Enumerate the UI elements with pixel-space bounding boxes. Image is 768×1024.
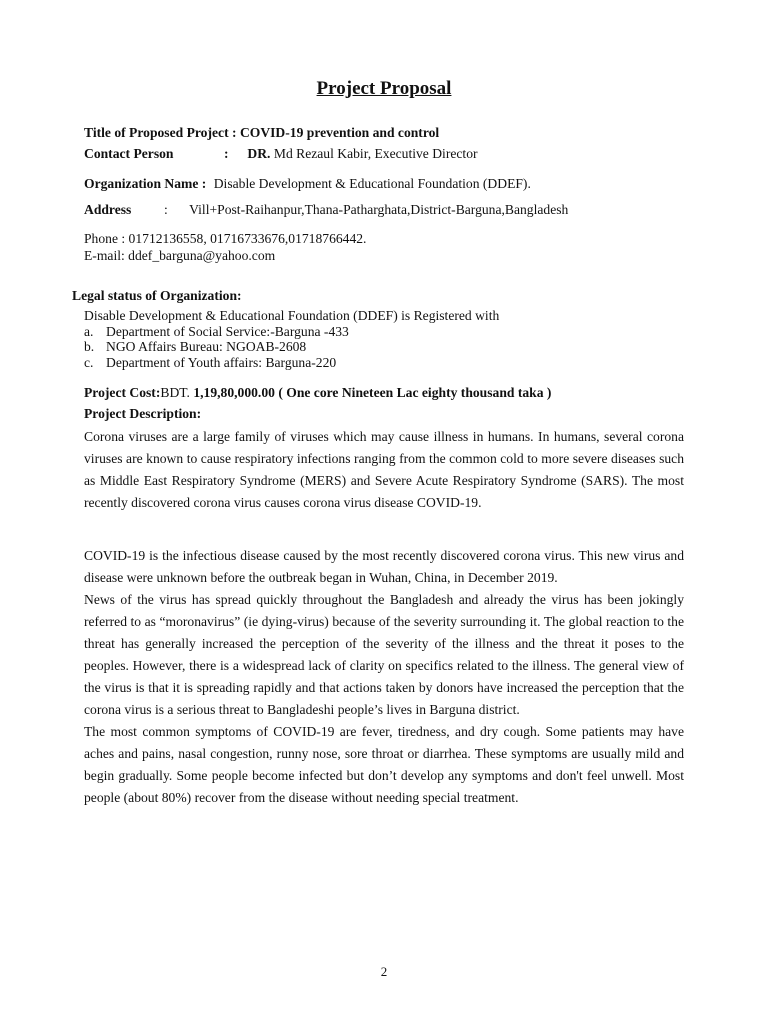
phone-line: Phone : 01712136558, 01716733676,01718766442. [84, 231, 367, 246]
paragraph-text: COVID-19 is the infectious disease caused by the most recently discovered corona virus. This new virus and disease were unknown before the outbreak began in Wuhan, China, in December 2019. [84, 548, 684, 585]
project-title-value: COVID-19 prevention and control [239, 125, 440, 140]
list-item [84, 324, 499, 340]
organization-name-row [84, 176, 531, 192]
contact-person-separator: : [224, 146, 229, 161]
list-item-marker: a. [84, 323, 94, 339]
paragraph-text: News of the virus has spread quickly throughout the Bangladesh and already the virus has been jokingly referred to as “moronavirus” (ie dying-virus) because of the severity surrounding it. The global reaction to the threat has generally increased the perception of the severity of the illness and the threat it poses to the peoples. However, there is a widespread lack of clarity on specifics related to the illness. The general view of the virus is that it is spreading rapidly and that actions taken by donors have increased the perception that the corona virus is a serious threat to Bangladeshi people’s lives in Barguna district. [84, 592, 684, 717]
project-cost-label: Project Cost: [84, 385, 161, 400]
address-label: Address [84, 202, 132, 217]
legal-status-list [84, 308, 499, 370]
organization-name-value: Disable Development & Educational Foundation (DDEF). [213, 176, 531, 191]
list-item-marker: b. [84, 339, 95, 354]
address-value: Vill+Post-Raihanpur,Thana-Patharghata,District-Barguna,Bangladesh [189, 202, 569, 217]
project-cost-row [84, 385, 551, 401]
list-item [84, 339, 499, 355]
email-line: E-mail: ddef_barguna@yahoo.com [84, 248, 276, 263]
list-item-text: NGO Affairs Bureau: NGOAB-2608 [106, 339, 307, 354]
list-item-marker: c. [84, 354, 94, 370]
contact-person-value: Md Rezaul Kabir, Executive Director [273, 146, 478, 161]
contact-person-row [84, 146, 478, 162]
list-item-text: Department of Social Service:-Barguna -433 [106, 323, 349, 339]
paragraph-text: The most common symptoms of COVID-19 are fever, tiredness, and dry cough. Some patients may have aches and pains, nasal congestion, runny nose, sore throat or diarrhea. These symptoms are usually mild and begin gradually. Some people become infected but don’t develop any symptoms and don't feel unwell. Most people (about 80%) recover from the disease without needing special treatment. [84, 724, 684, 805]
project-cost-amount: 1,19,80,000.00 ( One core Nineteen Lac eighty thousand taka ) [193, 385, 552, 400]
description-paragraph-1 [84, 426, 684, 514]
legal-status-heading: Legal status of Organization: [72, 288, 242, 303]
paragraph-text: Corona viruses are a large family of viruses which may cause illness in humans. In humans, several corona viruses are known to cause respiratory infections ranging from the common cold to more severe diseases such as Middle East Respiratory Syndrome (MERS) and Severe Acute Respiratory Syndrome (SARS). The most recently discovered corona virus causes corona virus disease COVID-19. [84, 429, 684, 510]
project-title-label: Title of Proposed Project : [84, 125, 237, 140]
legal-status-intro: Disable Development & Educational Foundation (DDEF) is Registered with [84, 308, 500, 323]
organization-name-label: Organization Name : [84, 176, 207, 191]
page-number: 2 [380, 964, 388, 979]
address-separator: : [164, 202, 168, 217]
contact-person-prefix: DR. [247, 146, 271, 161]
project-title-row [84, 125, 439, 141]
project-description-heading: Project Description: [84, 406, 202, 421]
address-row [84, 202, 568, 218]
contact-person-label: Contact Person [84, 146, 174, 161]
project-cost-currency: BDT. [160, 385, 190, 400]
page-title: Project Proposal [316, 78, 452, 99]
list-item [84, 355, 499, 371]
description-paragraph-2 [84, 545, 684, 809]
list-item-text: Department of Youth affairs: Barguna-220 [106, 354, 337, 370]
